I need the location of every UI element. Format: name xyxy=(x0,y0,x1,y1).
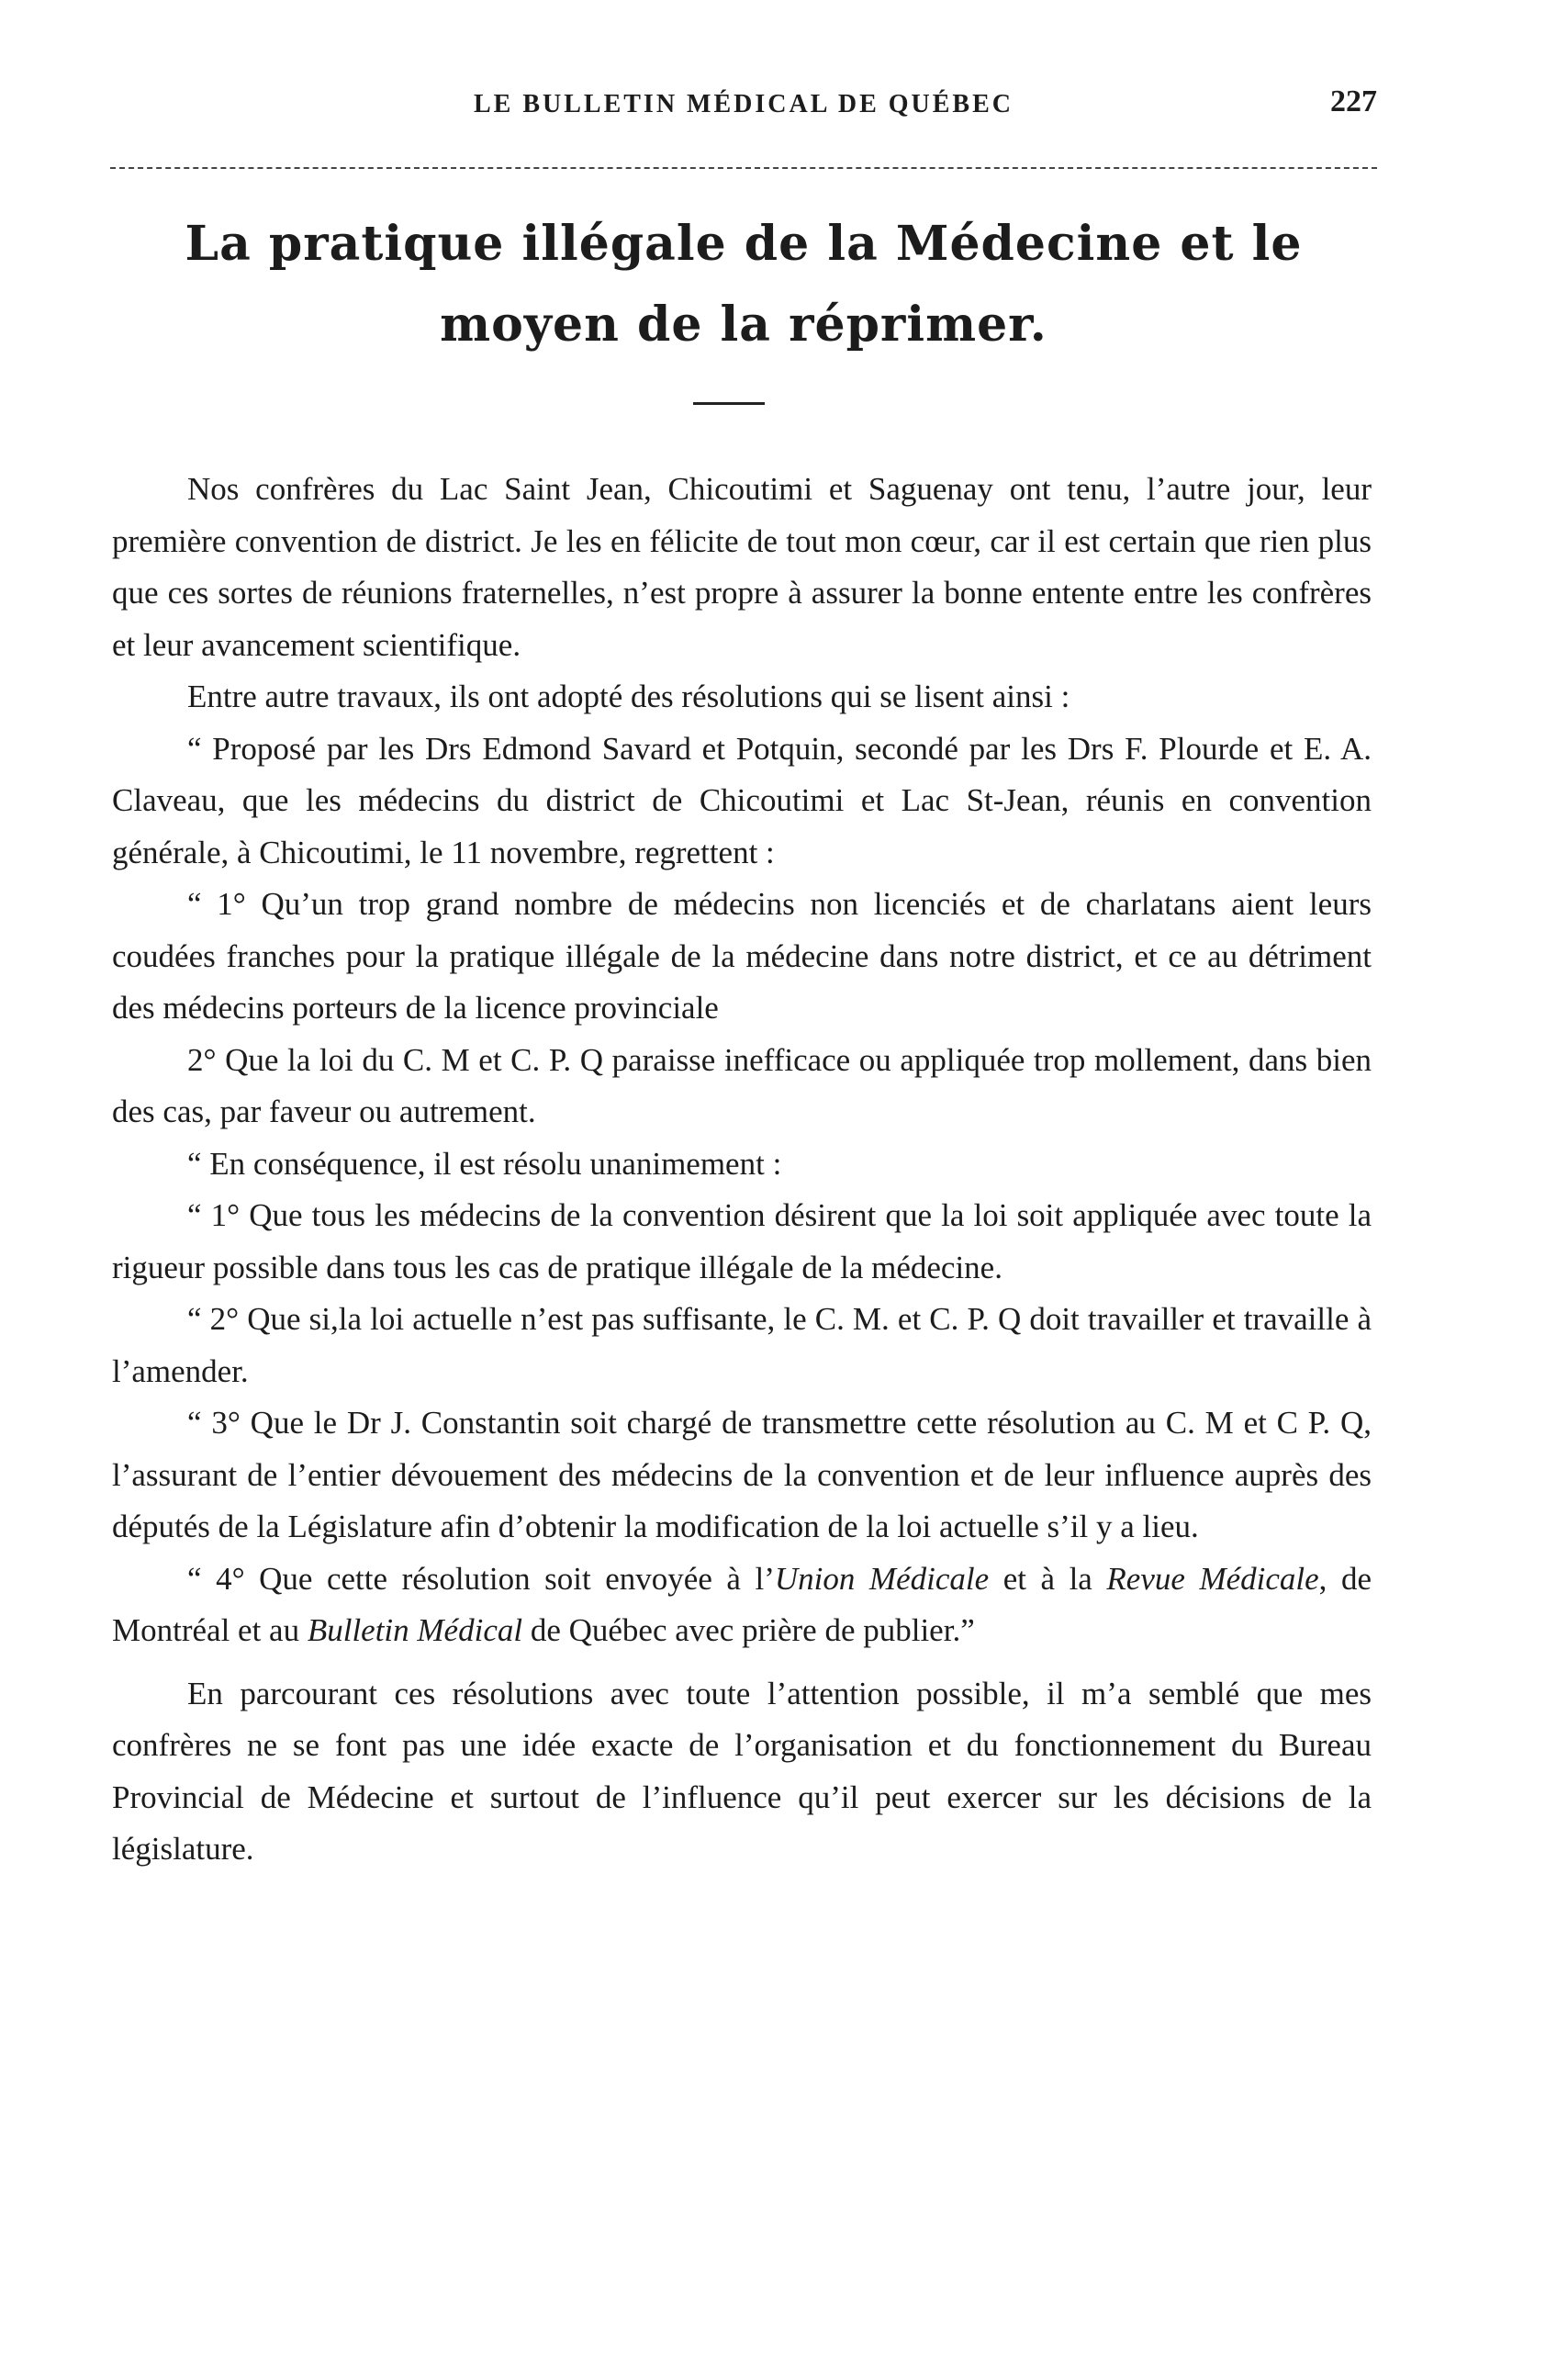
resolution-4-text-c: , de Montréal et au xyxy=(112,1560,1372,1648)
union-medicale-title: Union Médicale xyxy=(774,1560,990,1597)
article-body xyxy=(112,464,1372,1876)
bulletin-medical-title: Bulletin Médical xyxy=(307,1612,523,1648)
page-number: 227 xyxy=(1330,84,1377,118)
paragraph-resolved: “ En conséquence, il est résolu unanimement : xyxy=(187,1145,782,1182)
paragraph-regret-1: “ 1° Qu’un trop grand nombre de médecins non licenciés et de charlatans aient leurs coudées franches pour la pratique illégale de la médecine dans notre district, et ce au détriment des médecins porteurs de la licence provinciale xyxy=(112,886,1372,1026)
paragraph-proposal: “ Proposé par les Drs Edmond Savard et Potquin, secondé par les Drs F. Plourde et E. A. Claveau, que les médecins du district de Chicoutimi et Lac St-Jean, réunis en convention générale, à Chicoutimi, le 11 novembre, regrettent : xyxy=(112,730,1372,870)
revue-medicale-title: Revue Médicale xyxy=(1106,1560,1319,1597)
resolution-4-text-a: “ 4° Que cette résolution soit envoyée à l’ xyxy=(187,1560,775,1597)
paragraph-resolution-3: “ 3° Que le Dr J. Constantin soit chargé de transmettre cette résolution au C. M et C P. Q, l’assurant de l’entier dévouement des médecins de la convention et de leur influence auprès des députés de la Législature afin d’obtenir la modification de la loi actuelle s’il y a lieu. xyxy=(112,1405,1372,1544)
paragraph-regret-2: 2° Que la loi du C. M et C. P. Q paraisse inefficace ou appliquée trop mollement, dans bien des cas, par faveur ou autrement. xyxy=(112,1041,1372,1129)
paragraph-commentary: En parcourant ces résolutions avec toute l’attention possible, il m’a semblé que mes confrères ne se font pas une idée exacte de l’organisation et du fonctionnement du Bureau Provincial de Médecine et surtout de l’influence qu’il peut exercer sur les décisions de la législature. xyxy=(112,1675,1372,1867)
paragraph-resolution-2: “ 2° Que si,la loi actuelle n’est pas suffisante, le C. M. et C. P. Q doit travailler et travaille à l’amender. xyxy=(112,1301,1372,1389)
paragraph-resolution-1: “ 1° Que tous les médecins de la convention désirent que la loi soit appliquée avec toute la rigueur possible dans tous les cas de pratique illégale de la médecine. xyxy=(112,1197,1372,1285)
header-rule xyxy=(110,167,1377,169)
paragraph-resolution-4 xyxy=(112,1554,1372,1657)
resolution-4-text-b: et à la xyxy=(989,1560,1107,1597)
paragraph-resolutions-intro: Entre autre travaux, ils ont adopté des résolutions qui se lisent ainsi : xyxy=(187,679,1070,714)
paragraph-intro: Nos confrères du Lac Saint Jean, Chicoutimi et Saguenay ont tenu, l’autre jour, leur première convention de district. Je les en félicite de tout mon cœur, car il est certain que rien plus que ces sortes de réunions fraternelles, n’est propre à assurer la bonne entente entre les confrères et leur avancement scientifique. xyxy=(112,471,1372,663)
title-separator xyxy=(693,402,765,405)
resolution-4-text-d: de Québec avec prière de publier.” xyxy=(522,1612,975,1648)
running-header xyxy=(110,84,1377,130)
journal-title: LE BULLETIN MÉDICAL DE QUÉBEC xyxy=(473,90,1014,118)
article-title: La pratique illégale de la Médecine et le moyen de la réprimer. xyxy=(185,216,1303,353)
